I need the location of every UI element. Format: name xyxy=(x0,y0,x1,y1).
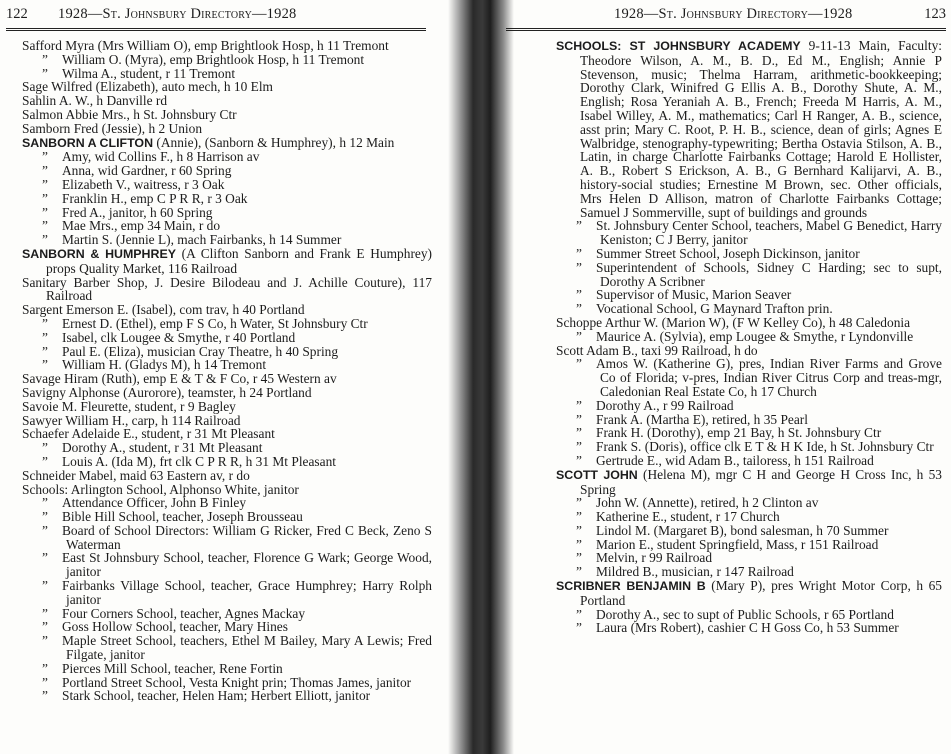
entry-text: Isabel, clk Lougee & Smythe, r 40 Portland xyxy=(62,329,296,345)
ditto-mark: ” xyxy=(42,65,48,81)
left-page xyxy=(0,0,462,754)
entry-text: Lindol M. (Margaret B), bond salesman, h 70 Summer xyxy=(596,522,889,538)
directory-entry xyxy=(22,414,432,428)
entry-text: Franklin H., emp C P R R, r 3 Oak xyxy=(62,190,248,206)
entry-text: Schools: Arlington School, Alphonso White, janitor xyxy=(22,481,299,497)
directory-entry xyxy=(22,53,432,67)
entry-text: St. Johnsbury Center School, teachers, Mabel G Benedict, Harry Keniston; C J Berry, janitor xyxy=(596,218,942,248)
directory-entry xyxy=(22,372,432,386)
directory-entry xyxy=(22,331,432,345)
ditto-mark: ” xyxy=(576,606,582,622)
directory-entry xyxy=(22,219,432,233)
entry-text: Mae Mrs., emp 34 Main, r do xyxy=(62,218,221,234)
directory-entry xyxy=(22,483,432,497)
ditto-mark: ” xyxy=(42,51,48,67)
entry-text: Dorothy A., student, r 31 Mt Pleasant xyxy=(62,440,263,456)
entry-text: Safford Myra (Mrs William O), emp Brightlook Hosp, h 11 Tremont xyxy=(22,38,389,53)
directory-entry xyxy=(22,607,432,621)
directory-entry xyxy=(556,426,942,440)
entry-text: (A Clifton Sanborn and Frank E Humphrey) props Quality Market, 116 Railroad xyxy=(46,245,432,276)
entry-text: Frank A. (Martha E), retired, h 35 Pearl xyxy=(596,411,808,427)
directory-entry xyxy=(22,358,432,372)
directory-entry xyxy=(556,288,942,302)
directory-entry xyxy=(22,386,432,400)
entry-text: Vocational School, G Maynard Trafton prin. xyxy=(596,301,833,317)
entry-text: Superintendent of Schools, Sidney C Harding; sec to supt, Dorothy A Scribner xyxy=(596,259,942,289)
directory-entry xyxy=(22,551,432,579)
directory-entry xyxy=(22,441,432,455)
directory-entry xyxy=(556,510,942,524)
ditto-mark: ” xyxy=(42,660,48,676)
entry-text: Sahlin A. W., h Danville rd xyxy=(22,93,168,109)
entry-text: Summer Street School, Joseph Dickinson, janitor xyxy=(596,245,860,261)
entry-text: Savigny Alphonse (Aurorore), teamster, h 24 Portland xyxy=(22,384,312,400)
entry-text: Gertrude E., wid Adam B., tailoress, h 151 Railroad xyxy=(596,452,874,468)
ditto-mark: ” xyxy=(576,550,582,566)
ditto-mark: ” xyxy=(42,329,48,345)
ditto-mark: ” xyxy=(576,509,582,525)
entry-text: Frank S. (Doris), office clk E T & H K Ide, h St. Johnsbury Ctr xyxy=(596,439,934,455)
directory-entry xyxy=(556,39,942,219)
directory-entry xyxy=(22,80,432,94)
entry-text: Board of School Directors: William G Ricker, Fred C Beck, Zeno S Waterman xyxy=(62,522,432,552)
entry-text: Fred A., janitor, h 60 Spring xyxy=(62,204,213,220)
ditto-mark: ” xyxy=(42,688,48,704)
entry-text: Sanitary Barber Shop, J. Desire Bilodeau and J. Achille Couture), 117 Railroad xyxy=(22,274,432,304)
ditto-mark: ” xyxy=(42,674,48,690)
left-directory-entries xyxy=(22,39,432,703)
directory-entry xyxy=(22,178,432,192)
entry-text: 9-11-13 Main, Faculty: Theodore Wilson, A. M., B. D., Ed M., English; Annie P Stevenson, music; Thelma Harram, arithmetic-bookkeeping; Dorothy Clark, Winifred G Ellis A. B., Dorothy Shute, A. M., English; Rosa Yeraniah A. B., French; Freeda M Harris, A. M., Isabel Willey, A. M., mathematics; Carl H Ranger, A. B., science, asst prin; Mary C. Root, P. H. B., science, dean of girls; Agnes E Walbridge, stenography-typewriting; Bertha Ostavia Stilson, A. B., Latin, in charge Charlotte Fairbanks Cottage; Harold E Hollister, A. B., Robert S Erickson, A. B., G Bernhard Kalijarvi, A. B., history-social studies; Ernestine M Brown, sec. Other officials, Mrs Helen D Allison, matron of Charlotte Fairbanks Cottage; Samuel J Sommerville, supt of buildings and grounds xyxy=(580,38,942,220)
entry-text: Portland Street School, Vesta Knight prin; Thomas James, janitor xyxy=(62,674,412,690)
right-page xyxy=(500,0,951,754)
entry-text: Four Corners School, teacher, Agnes Mackay xyxy=(62,605,306,621)
directory-entry xyxy=(22,233,432,247)
entry-text: Ernest D. (Ethel), emp F S Co, h Water, St Johnsbury Ctr xyxy=(62,315,368,331)
entry-text: Stark School, teacher, Helen Ham; Herbert Elliott, janitor xyxy=(62,688,371,704)
directory-entry xyxy=(22,150,432,164)
entry-text: Goss Hollow School, teacher, Mary Hines xyxy=(62,619,288,635)
ditto-mark: ” xyxy=(42,453,48,469)
directory-entry xyxy=(22,39,432,53)
directory-entry xyxy=(22,469,432,483)
directory-entry xyxy=(22,689,432,703)
entry-name-bold: SCRIBNER BENJAMIN B xyxy=(556,579,706,594)
left-page-header xyxy=(6,6,426,26)
entry-text: Maurice A. (Sylvia), emp Lougee & Smythe, r Lyndonville xyxy=(596,328,914,344)
right-page-number: 123 xyxy=(924,6,946,22)
ditto-mark: ” xyxy=(576,218,582,234)
entry-text: Melvin, r 99 Railroad xyxy=(596,550,713,566)
entry-text: William H. (Gladys M), h 14 Tremont xyxy=(62,357,267,373)
entry-text: Marion E., student Springfield, Mass, r 151 Railroad xyxy=(596,536,879,552)
ditto-mark: ” xyxy=(576,522,582,538)
ditto-mark: ” xyxy=(576,301,582,317)
directory-entry xyxy=(556,468,942,497)
entry-text: Dorothy A., sec to supt of Public Schools, r 65 Portland xyxy=(596,606,894,622)
directory-entry xyxy=(22,455,432,469)
entry-text: Paul E. (Eliza), musician Cray Theatre, h 40 Spring xyxy=(62,343,339,359)
directory-entry xyxy=(22,510,432,524)
entry-text: Supervisor of Music, Marion Seaver xyxy=(596,287,792,303)
ditto-mark: ” xyxy=(42,633,48,649)
ditto-mark: ” xyxy=(576,287,582,303)
entry-name-bold: SCHOOLS: ST JOHNSBURY ACADEMY xyxy=(556,39,801,53)
directory-entry xyxy=(22,164,432,178)
directory-entry xyxy=(556,440,942,454)
directory-entry xyxy=(556,454,942,468)
entry-text: Attendance Officer, John B Finley xyxy=(62,495,247,511)
ditto-mark: ” xyxy=(42,605,48,621)
entry-text: Martin S. (Jennie L), mach Fairbanks, h 14 Summer xyxy=(62,232,342,248)
entry-text: Katherine E., student, r 17 Church xyxy=(596,509,780,525)
directory-entry xyxy=(556,261,942,289)
ditto-mark: ” xyxy=(576,452,582,468)
ditto-mark: ” xyxy=(576,245,582,261)
directory-entry xyxy=(556,538,942,552)
ditto-mark: ” xyxy=(42,357,48,373)
directory-entry xyxy=(556,357,942,398)
right-page-title: 1928—St. Johnsbury Directory—1928 xyxy=(614,6,853,22)
ditto-mark: ” xyxy=(42,522,48,538)
entry-text: Samborn Fred (Jessie), h 2 Union xyxy=(22,120,203,136)
directory-entry xyxy=(22,620,432,634)
entry-text: Maple Street School, teachers, Ethel M Bailey, Mary A Lewis; Fred Filgate, janitor xyxy=(62,633,432,663)
ditto-mark: ” xyxy=(576,620,582,636)
directory-entry xyxy=(22,634,432,662)
directory-entry xyxy=(556,565,942,579)
entry-text: Savoie M. Fleurette, student, r 9 Bagley xyxy=(22,398,236,414)
directory-entry xyxy=(556,413,942,427)
ditto-mark: ” xyxy=(42,176,48,192)
directory-entry xyxy=(22,192,432,206)
directory-entry xyxy=(556,316,942,330)
directory-entry xyxy=(22,579,432,607)
ditto-mark: ” xyxy=(42,440,48,456)
ditto-mark: ” xyxy=(42,578,48,594)
directory-entry xyxy=(22,662,432,676)
directory-entry xyxy=(22,136,432,151)
directory-entry xyxy=(22,524,432,552)
directory-entry xyxy=(556,621,942,635)
entry-name-bold: SCOTT JOHN xyxy=(556,467,638,482)
directory-entry xyxy=(22,247,432,276)
entry-text: John W. (Annette), retired, h 2 Clinton av xyxy=(596,495,819,511)
left-header-rule xyxy=(6,28,426,31)
left-page-number: 122 xyxy=(6,6,28,22)
entry-text: Louis A. (Ida M), frt clk C P R R, h 31 Mt Pleasant xyxy=(62,453,336,469)
entry-text: Elizabeth V., waitress, r 3 Oak xyxy=(62,176,225,192)
ditto-mark: ” xyxy=(576,495,582,511)
directory-entry xyxy=(22,400,432,414)
directory-entry xyxy=(22,427,432,441)
ditto-mark: ” xyxy=(42,149,48,165)
ditto-mark: ” xyxy=(42,495,48,511)
entry-text: Scott Adam B., taxi 99 Railroad, h do xyxy=(556,342,758,358)
directory-entry xyxy=(22,108,432,122)
directory-entry xyxy=(556,608,942,622)
right-directory-entries xyxy=(556,39,942,635)
directory-entry xyxy=(556,524,942,538)
right-header-rule xyxy=(506,28,946,31)
directory-entry xyxy=(556,247,942,261)
directory-entry xyxy=(556,496,942,510)
ditto-mark: ” xyxy=(576,411,582,427)
entry-text: (Helena M), mgr C H and George H Cross Inc, h 53 Spring xyxy=(580,466,942,497)
directory-entry xyxy=(22,676,432,690)
entry-text: Sawyer William H., carp, h 114 Railroad xyxy=(22,412,241,428)
entry-text: Amos W. (Katherine G), pres, Indian River Farms and Grove Co of Florida; v-pres, Indian River Citrus Corp and treas-mgr, Caledonian Real Estate Co, h 17 Church xyxy=(596,356,942,399)
ditto-mark: ” xyxy=(576,397,582,413)
directory-entry xyxy=(22,206,432,220)
ditto-mark: ” xyxy=(42,343,48,359)
ditto-mark: ” xyxy=(576,259,582,275)
directory-entry xyxy=(556,344,942,358)
directory-entry xyxy=(22,94,432,108)
directory-entry xyxy=(22,122,432,136)
ditto-mark: ” xyxy=(576,328,582,344)
directory-entry xyxy=(556,551,942,565)
entry-text: (Mary P), pres Wright Motor Corp, h 65 Portland xyxy=(580,578,942,608)
entry-text: East St Johnsbury School, teacher, Florence G Wark; George Wood, janitor xyxy=(62,550,432,580)
entry-text: Sargent Emerson E. (Isabel), com trav, h 40 Portland xyxy=(22,302,305,318)
entry-name-bold: SANBORN & HUMPHREY xyxy=(22,246,176,261)
entry-text: Anna, wid Gardner, r 60 Spring xyxy=(62,163,232,179)
directory-entry xyxy=(22,276,432,304)
left-page-title: 1928—St. Johnsbury Directory—1928 xyxy=(58,6,297,22)
ditto-mark: ” xyxy=(42,163,48,179)
ditto-mark: ” xyxy=(576,564,582,580)
directory-entry xyxy=(22,345,432,359)
entry-text: Amy, wid Collins F., h 8 Harrison av xyxy=(62,149,260,165)
ditto-mark: ” xyxy=(42,550,48,566)
entry-text: Laura (Mrs Robert), cashier C H Goss Co, h 53 Summer xyxy=(596,620,899,636)
ditto-mark: ” xyxy=(42,204,48,220)
right-page-header xyxy=(506,6,946,26)
entry-text: Sage Wilfred (Elizabeth), auto mech, h 10 Elm xyxy=(22,79,273,95)
ditto-mark: ” xyxy=(42,315,48,331)
directory-entry xyxy=(22,67,432,81)
entry-text: Pierces Mill School, teacher, Rene Fortin xyxy=(62,660,283,676)
entry-text: Schaefer Adelaide E., student, r 31 Mt Pleasant xyxy=(22,426,275,442)
ditto-mark: ” xyxy=(42,232,48,248)
directory-entry xyxy=(556,579,942,608)
directory-entry xyxy=(22,303,432,317)
ditto-mark: ” xyxy=(576,425,582,441)
entry-text: Fairbanks Village School, teacher, Grace Humphrey; Harry Rolph janitor xyxy=(62,578,432,607)
entry-text: William O. (Myra), emp Brightlook Hosp, h 11 Tremont xyxy=(62,51,365,67)
directory-entry xyxy=(556,330,942,344)
ditto-mark: ” xyxy=(42,509,48,525)
directory-entry xyxy=(22,317,432,331)
ditto-mark: ” xyxy=(42,190,48,206)
entry-text: Wilma A., student, r 11 Tremont xyxy=(62,65,236,81)
entry-text: Bible Hill School, teacher, Joseph Brousseau xyxy=(62,509,303,525)
directory-entry xyxy=(22,496,432,510)
ditto-mark: ” xyxy=(576,439,582,455)
entry-name-bold: SANBORN A CLIFTON xyxy=(22,135,154,150)
entry-text: Schneider Mabel, maid 63 Eastern av, r do xyxy=(22,467,250,483)
entry-text: Schoppe Arthur W. (Marion W), (F W Kelley Co), h 48 Caledonia xyxy=(556,314,911,330)
entry-text: Savage Hiram (Ruth), emp E & T & F Co, r 45 Western av xyxy=(22,371,337,387)
ditto-mark: ” xyxy=(42,218,48,234)
ditto-mark: ” xyxy=(42,619,48,635)
entry-text: Frank H. (Dorothy), emp 21 Bay, h St. Johnsbury Ctr xyxy=(596,425,882,441)
entry-text: Salmon Abbie Mrs., h St. Johnsbury Ctr xyxy=(22,106,237,122)
ditto-mark: ” xyxy=(576,536,582,552)
entry-text: (Annie), (Sanborn & Humphrey), h 12 Main xyxy=(153,134,395,150)
directory-entry xyxy=(556,399,942,413)
entry-text: Dorothy A., r 99 Railroad xyxy=(596,397,734,413)
entry-text: Mildred B., musician, r 147 Railroad xyxy=(596,564,794,580)
directory-entry xyxy=(556,302,942,316)
directory-entry xyxy=(556,219,942,247)
ditto-mark: ” xyxy=(576,356,582,372)
